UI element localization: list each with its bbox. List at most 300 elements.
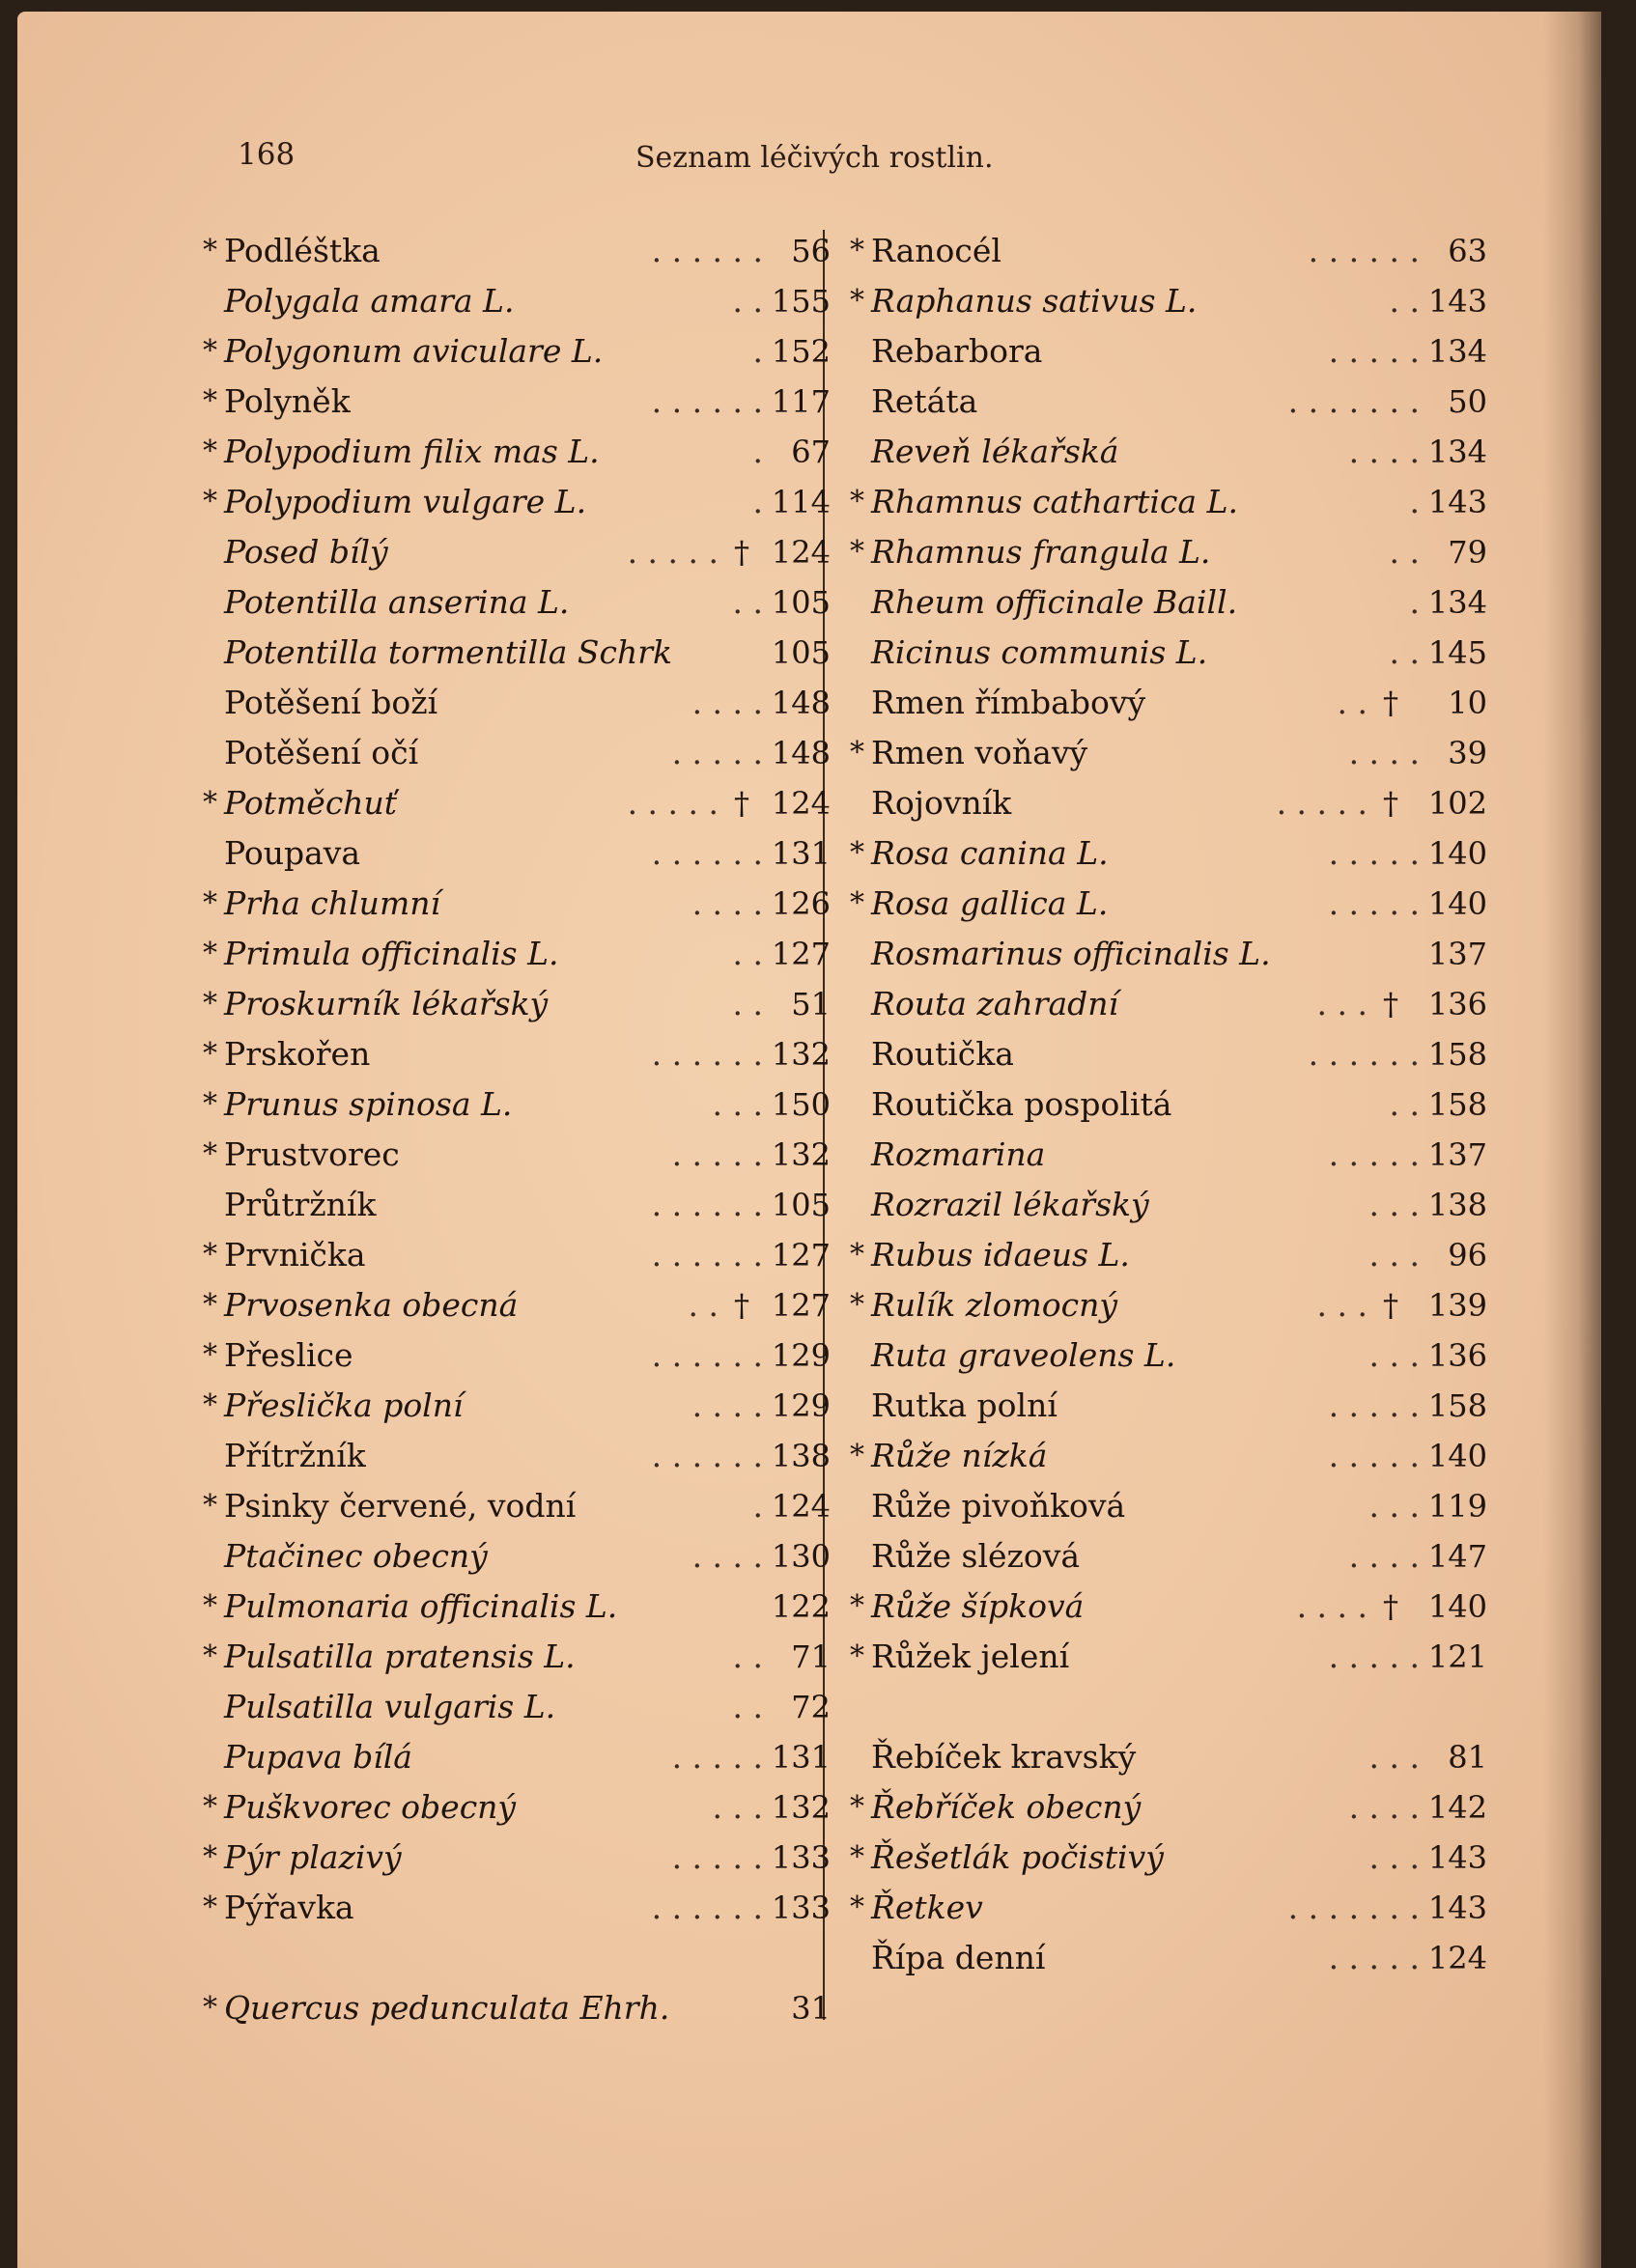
star-marker: *	[203, 1890, 217, 1924]
leader-dots: . . . .	[691, 884, 763, 922]
entry-name: Pupava bílá	[224, 1738, 412, 1776]
star-marker: *	[850, 535, 864, 569]
index-entry	[850, 1933, 1487, 1983]
leader-dots: . . .	[1368, 1487, 1420, 1525]
page-ref: 119	[1427, 1488, 1487, 1525]
entry-name: Přítržník	[224, 1437, 366, 1474]
entry-name: Reveň lékařská	[871, 433, 1119, 470]
entry-name: Quercus pedunculata Ehrh.	[224, 1989, 670, 2027]
page-ref: 127	[771, 1237, 831, 1274]
dagger-mark: †	[1383, 785, 1398, 822]
entry-name: Polypodium filix mas L.	[224, 433, 600, 470]
page-ref: 105	[771, 584, 831, 621]
index-entry	[203, 1029, 831, 1079]
page-ref: 124	[1427, 1940, 1487, 1976]
leader-dots: . . . .	[691, 1386, 763, 1424]
index-entry	[203, 1682, 831, 1732]
index-entry	[203, 728, 831, 778]
page-ref: 105	[771, 634, 831, 671]
star-marker: *	[203, 1087, 217, 1121]
leader-dots: .	[752, 433, 763, 470]
leader-dots: .	[752, 483, 763, 520]
leader-dots: . . . . .	[1328, 332, 1420, 370]
leader-dots: . . . . . .	[651, 1236, 763, 1274]
leader-dots: . . .	[1316, 985, 1368, 1022]
book-page	[17, 12, 1601, 2268]
star-marker: *	[850, 736, 864, 770]
index-entry	[850, 1531, 1487, 1582]
entry-name: Ranocél	[871, 232, 1001, 269]
page-ref: 126	[771, 885, 831, 922]
entry-name: Rutka polní	[871, 1386, 1058, 1424]
star-marker: *	[850, 1840, 864, 1874]
page-ref: 122	[771, 1588, 831, 1625]
page-ref: 143	[1427, 1839, 1487, 1876]
leader-dots: . . . .	[1348, 734, 1420, 771]
star-marker: *	[850, 1238, 864, 1272]
star-marker: *	[203, 886, 217, 920]
index-entry	[850, 879, 1487, 929]
entry-name: Rebarbora	[871, 332, 1043, 370]
index-entry	[850, 728, 1487, 778]
index-entry	[203, 326, 831, 377]
leader-dots: . .	[732, 1638, 763, 1675]
entry-name: Rojovník	[871, 784, 1012, 822]
star-marker: *	[850, 886, 864, 920]
index-entry	[203, 1280, 831, 1330]
index-entry	[850, 929, 1487, 979]
star-marker: *	[203, 1288, 217, 1322]
entry-name: Proskurník lékařský	[224, 985, 549, 1022]
star-marker: *	[203, 1238, 217, 1272]
index-entry	[850, 326, 1487, 377]
star-marker: *	[203, 434, 217, 468]
dagger-mark: †	[1383, 986, 1398, 1022]
leader-dots: . . . .	[1348, 1788, 1420, 1826]
index-entry	[850, 1632, 1487, 1682]
leader-dots: . .	[1389, 533, 1420, 571]
index-entry	[850, 1079, 1487, 1130]
index-entry	[203, 1381, 831, 1431]
index-entry	[203, 577, 831, 628]
entry-name: Posed bílý	[224, 533, 388, 571]
page-ref: 145	[1427, 634, 1487, 671]
page-ref: 138	[771, 1438, 831, 1474]
index-entry	[850, 1883, 1487, 1933]
page-ref: 102	[1427, 785, 1487, 822]
index-entry	[850, 1029, 1487, 1079]
entry-name: Přeslička polní	[224, 1386, 464, 1424]
page-ref: 150	[771, 1086, 831, 1123]
entry-name: Retáta	[871, 382, 978, 420]
leader-dots: . . . . .	[1328, 1638, 1420, 1675]
leader-dots: . . .	[1368, 1186, 1420, 1223]
entry-name: Rhamnus cathartica L.	[871, 483, 1238, 520]
index-entry	[203, 879, 831, 929]
entry-name: Potentilla anserina L.	[224, 583, 570, 621]
page-ref: 67	[791, 434, 831, 470]
entry-name: Podléštka	[224, 232, 381, 269]
page-ref: 121	[1427, 1638, 1487, 1675]
star-marker: *	[203, 1388, 217, 1422]
index-entry	[850, 1481, 1487, 1531]
leader-dots: . . . .	[1348, 433, 1420, 470]
leader-dots: . . .	[712, 1788, 763, 1826]
leader-dots: . . . . . .	[651, 834, 763, 872]
index-entry	[850, 678, 1487, 728]
index-entry	[203, 929, 831, 979]
page-ref: 136	[1427, 986, 1487, 1022]
leader-dots: . .	[732, 985, 763, 1022]
page-ref: 158	[1427, 1086, 1487, 1123]
leader-dots: . .	[1389, 1085, 1420, 1123]
leader-dots: . . . .	[1296, 1587, 1368, 1625]
entry-name: Psinky červené, vodní	[224, 1487, 577, 1525]
leader-dots: . . . . . . .	[1287, 382, 1420, 420]
entry-name: Řešetlák počistivý	[871, 1838, 1164, 1876]
index-entry	[203, 1983, 831, 2033]
page-ref: 105	[771, 1187, 831, 1223]
page-ref: 158	[1427, 1036, 1487, 1073]
page-ref: 137	[1427, 936, 1487, 972]
index-entry	[203, 1230, 831, 1280]
entry-name: Routička pospolitá	[871, 1085, 1172, 1123]
entry-name: Rhamnus frangula L.	[871, 533, 1211, 571]
index-entry	[203, 427, 831, 477]
entry-name: Pulsatilla pratensis L.	[224, 1638, 576, 1675]
leader-dots: . . . . .	[1328, 884, 1420, 922]
index-entry	[850, 1732, 1487, 1782]
leader-dots: . . . . .	[671, 1738, 763, 1776]
entry-name: Puškvorec obecný	[224, 1788, 517, 1826]
index-entry	[203, 1732, 831, 1782]
page-ref: 136	[1427, 1337, 1487, 1374]
page-ref: 124	[771, 785, 831, 822]
page-ref: 71	[791, 1638, 831, 1675]
leader-dots: . . .	[1368, 1838, 1420, 1876]
leader-dots: .	[752, 1487, 763, 1525]
index-entry	[850, 1280, 1487, 1330]
index-entry	[850, 1782, 1487, 1833]
star-marker: *	[203, 1338, 217, 1372]
leader-dots: . . . . .	[1276, 784, 1368, 822]
entry-name: Rosa canina L.	[871, 834, 1109, 872]
index-entry	[203, 1833, 831, 1883]
index-entry	[203, 678, 831, 728]
leader-dots: . .	[732, 282, 763, 320]
dagger-mark: †	[734, 785, 749, 822]
page-ref: 127	[771, 1287, 831, 1324]
entry-name: Polyněk	[224, 382, 351, 420]
index-entry	[850, 828, 1487, 879]
page-ref: 139	[1427, 1287, 1487, 1324]
entry-name: Rmen římbabový	[871, 684, 1146, 721]
leader-dots: .	[752, 332, 763, 370]
page-ref: 140	[1427, 835, 1487, 872]
page-ref: 124	[771, 534, 831, 571]
page-ref: 140	[1427, 1438, 1487, 1474]
leader-dots: . .	[688, 1286, 719, 1324]
page-ref: 81	[1448, 1739, 1487, 1776]
entry-name: Růže slézová	[871, 1537, 1081, 1575]
page-ref: 114	[771, 484, 831, 520]
page-ref: 133	[771, 1890, 831, 1926]
index-entry	[850, 577, 1487, 628]
page-ref: 134	[1427, 333, 1487, 370]
index-entry	[203, 628, 831, 678]
page-number: 168	[238, 137, 296, 172]
index-entry	[850, 778, 1487, 828]
entry-name: Potentilla tormentilla Schrk	[224, 633, 673, 671]
running-title: Seznam léčivých rostlin.	[635, 141, 994, 175]
page-ref: 147	[1427, 1538, 1487, 1575]
entry-name: Růžek jelení	[871, 1638, 1070, 1675]
entry-name: Pulsatilla vulgaris L.	[224, 1688, 556, 1725]
page-ref: 143	[1427, 484, 1487, 520]
star-marker: *	[203, 1489, 217, 1523]
leader-dots: . . . . .	[671, 734, 763, 771]
star-marker: *	[203, 1790, 217, 1824]
dagger-mark: †	[734, 1287, 749, 1324]
index-entry	[203, 1431, 831, 1481]
page-ref: 148	[771, 685, 831, 721]
star-marker: *	[203, 786, 217, 820]
index-entry	[203, 979, 831, 1029]
entry-name: Rheum officinale Baill.	[871, 583, 1238, 621]
entry-name: Prvnička	[224, 1236, 366, 1274]
star-marker: *	[203, 1991, 217, 2025]
star-marker: *	[850, 836, 864, 870]
page-ref: 127	[771, 936, 831, 972]
page-ref: 140	[1427, 1588, 1487, 1625]
entry-name: Prskořen	[224, 1035, 371, 1073]
index-entry	[203, 1582, 831, 1632]
entry-name: Routička	[871, 1035, 1014, 1073]
leader-dots: . . . . . .	[651, 1437, 763, 1474]
dagger-mark: †	[1383, 1287, 1398, 1324]
leader-dots: . .	[732, 583, 763, 621]
star-marker: *	[850, 1589, 864, 1623]
entry-name: Růže šípková	[871, 1587, 1085, 1625]
leader-dots: . . . . .	[1328, 1939, 1420, 1976]
leader-dots: . . . .	[691, 684, 763, 721]
star-marker: *	[203, 1840, 217, 1874]
entry-name: Ruta graveolens L.	[871, 1336, 1176, 1374]
index-entry	[203, 1180, 831, 1230]
entry-name: Potěšení očí	[224, 734, 419, 771]
leader-dots: . . . . .	[671, 1838, 763, 1876]
page-ref: 129	[771, 1387, 831, 1424]
leader-dots: . . . . .	[1328, 1437, 1420, 1474]
entry-name: Ricinus communis L.	[871, 633, 1208, 671]
star-marker: *	[203, 987, 217, 1021]
leader-dots: . . . . . .	[1308, 232, 1420, 269]
page-ref: 134	[1427, 434, 1487, 470]
entry-name: Pýřavka	[224, 1889, 354, 1926]
page-ref: 143	[1427, 283, 1487, 320]
leader-dots: .	[1409, 583, 1420, 621]
entry-name: Prunus spinosa L.	[224, 1085, 513, 1123]
dagger-mark: †	[1383, 1588, 1398, 1625]
index-entry	[850, 1330, 1487, 1381]
entry-name: Průtržník	[224, 1186, 377, 1223]
index-entry	[203, 1079, 831, 1130]
star-marker: *	[850, 234, 864, 267]
star-marker: *	[850, 1288, 864, 1322]
entry-name: Potměchuť	[224, 784, 398, 822]
entry-name: Řípa denní	[871, 1939, 1046, 1976]
index-entry	[203, 1883, 831, 1933]
page-ref: 129	[771, 1337, 831, 1374]
entry-name: Růže pivoňková	[871, 1487, 1126, 1525]
index-entry	[850, 1582, 1487, 1632]
star-marker: *	[850, 1790, 864, 1824]
entry-name: Prustvorec	[224, 1135, 400, 1173]
leader-dots: . . . . .	[1328, 1386, 1420, 1424]
star-marker: *	[203, 1137, 217, 1171]
leader-dots: . . . . . .	[651, 382, 763, 420]
page-ref: 124	[771, 1488, 831, 1525]
index-entry	[203, 377, 831, 427]
leader-dots: . . . . .	[671, 1135, 763, 1173]
index-entry	[850, 527, 1487, 577]
entry-name: Polypodium vulgare L.	[224, 483, 587, 520]
index-entry	[850, 1180, 1487, 1230]
entry-name: Polygala amara L.	[224, 282, 515, 320]
entry-name: Primula officinalis L.	[224, 935, 559, 972]
page-ref: 96	[1448, 1237, 1487, 1274]
entry-name: Poupava	[224, 834, 361, 872]
page-header	[17, 137, 1601, 195]
star-marker: *	[850, 1439, 864, 1472]
leader-dots: . . . . .	[627, 533, 719, 571]
entry-name: Potěšení boží	[224, 684, 438, 721]
page-ref: 152	[771, 333, 831, 370]
leader-dots: . .	[732, 1688, 763, 1725]
leader-dots: . . . . .	[1328, 834, 1420, 872]
page-ref: 143	[1427, 1890, 1487, 1926]
index-entry	[203, 1632, 831, 1682]
leader-dots: . .	[1389, 633, 1420, 671]
entry-name: Prha chlumní	[224, 884, 441, 922]
page-ref: 138	[1427, 1187, 1487, 1223]
page-ref: 133	[771, 1839, 831, 1876]
index-entry	[850, 1381, 1487, 1431]
leader-dots: . . .	[1368, 1738, 1420, 1776]
index-entry	[850, 1130, 1487, 1180]
index-entry	[203, 527, 831, 577]
entry-name: Přeslice	[224, 1336, 353, 1374]
star-marker: *	[203, 485, 217, 518]
index-entry	[850, 477, 1487, 527]
leader-dots: . . . . . .	[651, 1336, 763, 1374]
leader-dots: .	[1409, 483, 1420, 520]
entry-name: Rmen voňavý	[871, 734, 1088, 771]
index-entry	[203, 226, 831, 276]
star-marker: *	[850, 1890, 864, 1924]
leader-dots: . .	[1389, 282, 1420, 320]
leader-dots: . . . . . .	[651, 1186, 763, 1223]
star-marker: *	[203, 384, 217, 418]
entry-name: Rosa gallica L.	[871, 884, 1109, 922]
index-entry	[850, 276, 1487, 326]
index-entry	[203, 1330, 831, 1381]
entry-name: Routa zahradní	[871, 985, 1119, 1022]
page-ref: 72	[791, 1689, 831, 1725]
entry-name: Rozmarina	[871, 1135, 1046, 1173]
star-marker: *	[203, 1639, 217, 1673]
page-ref: 132	[771, 1036, 831, 1073]
entry-name: Pýr plazivý	[224, 1838, 402, 1876]
entry-name: Řebříček obecný	[871, 1788, 1142, 1826]
book-spine-shadow	[1543, 12, 1601, 2268]
page-ref: 50	[1448, 383, 1487, 420]
index-entry	[203, 778, 831, 828]
page-ref: 131	[771, 835, 831, 872]
entry-name: Rozrazil lékařský	[871, 1186, 1149, 1223]
right-column	[850, 226, 1487, 1983]
star-marker: *	[203, 1589, 217, 1623]
page-ref: 155	[771, 283, 831, 320]
index-entry	[850, 377, 1487, 427]
star-marker: *	[850, 284, 864, 318]
leader-dots: . . .	[1368, 1336, 1420, 1374]
page-ref: 31	[791, 1990, 831, 2027]
entry-name: Ptačinec obecný	[224, 1537, 488, 1575]
leader-dots: . . . .	[1348, 1537, 1420, 1575]
index-entry	[203, 828, 831, 879]
leader-dots: . . . . . .	[651, 1035, 763, 1073]
star-marker: *	[203, 937, 217, 970]
dagger-mark: †	[734, 534, 749, 571]
dagger-mark: †	[1383, 685, 1398, 721]
index-entry	[203, 477, 831, 527]
page-ref: 140	[1427, 885, 1487, 922]
page-ref: 158	[1427, 1387, 1487, 1424]
leader-dots: . . . . . . .	[1287, 1889, 1420, 1926]
page-ref: 117	[771, 383, 831, 420]
star-marker: *	[203, 234, 217, 267]
leader-dots: . . . . .	[627, 784, 719, 822]
page-ref: 130	[771, 1538, 831, 1575]
index-entry	[203, 1782, 831, 1833]
index-entry	[850, 1230, 1487, 1280]
entry-name: Polygonum aviculare L.	[224, 332, 604, 370]
entry-name: Rosmarinus officinalis L.	[871, 935, 1271, 972]
page-ref: 137	[1427, 1136, 1487, 1173]
leader-dots: . . . . . .	[651, 232, 763, 269]
leader-dots: . . . .	[691, 1537, 763, 1575]
page-ref: 131	[771, 1739, 831, 1776]
index-entry	[203, 276, 831, 326]
leader-dots: . .	[1337, 684, 1368, 721]
page-ref: 142	[1427, 1789, 1487, 1826]
star-marker: *	[203, 1037, 217, 1071]
page-ref: 148	[771, 735, 831, 771]
page-ref: 10	[1448, 685, 1487, 721]
entry-name: Řetkev	[871, 1889, 983, 1926]
index-entry	[850, 628, 1487, 678]
star-marker: *	[203, 334, 217, 368]
page-ref: 39	[1448, 735, 1487, 771]
leader-dots: . . .	[712, 1085, 763, 1123]
entry-name: Pulmonaria officinalis L.	[224, 1587, 618, 1625]
page-ref: 132	[771, 1136, 831, 1173]
page-ref: 51	[791, 986, 831, 1022]
index-entry	[850, 979, 1487, 1029]
index-entry	[203, 1481, 831, 1531]
page-ref: 79	[1448, 534, 1487, 571]
